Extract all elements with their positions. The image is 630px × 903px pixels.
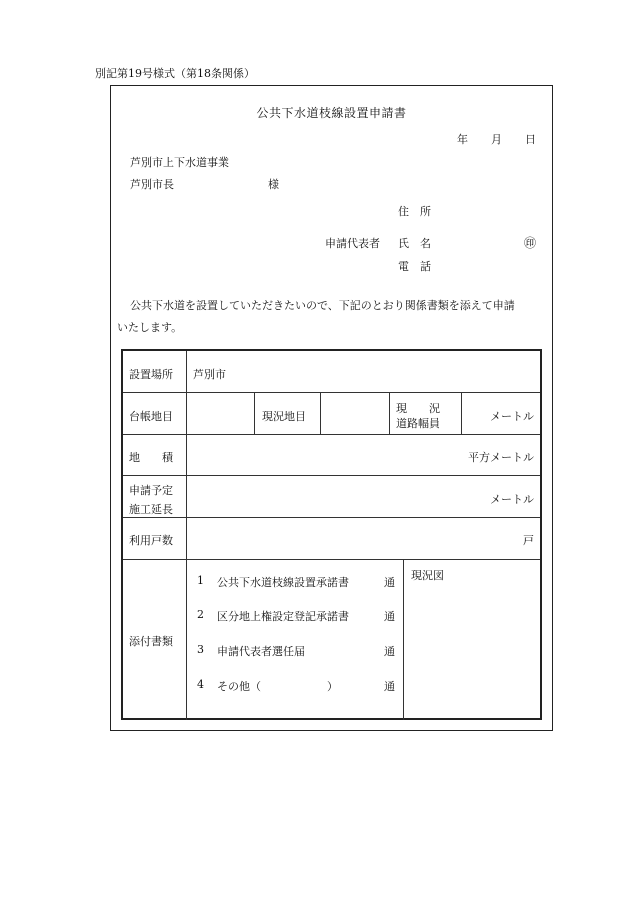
date-month: 月 [491, 133, 502, 146]
representative-label: 申請代表者 [325, 237, 380, 250]
application-table [121, 349, 542, 720]
attachment-num: 2 [197, 608, 204, 621]
road-width-label-1: 現 況 [396, 402, 440, 415]
households-label: 利用戸数 [129, 534, 173, 547]
attachment-num: 1 [197, 574, 204, 587]
length-label-1: 申請予定 [129, 484, 173, 497]
name-label: 氏 名 [398, 237, 431, 250]
addressee-line1: 芦別市上下水道事業 [130, 156, 229, 169]
attachment-unit: 通 [384, 576, 395, 589]
road-width-label-2: 道路幅員 [396, 417, 440, 430]
phone-label: 電 話 [398, 260, 431, 273]
attachment-text: 区分地上権設定登記承諾書 [217, 610, 349, 623]
current-land-label: 現況地目 [262, 410, 306, 423]
length-unit: メートル [490, 493, 534, 506]
attachment-text: 公共下水道枝線設置承諾書 [217, 576, 349, 589]
addressee-honorific: 様 [268, 178, 279, 191]
address-label: 住 所 [398, 205, 431, 218]
body-text-line2: いたします。 [117, 321, 183, 334]
attachment-unit: 通 [384, 645, 395, 658]
location-label: 設置場所 [129, 368, 173, 381]
attachment-unit: 通 [384, 610, 395, 623]
attachments-label: 添付書類 [129, 635, 173, 648]
ledger-land-label: 台帳地目 [129, 410, 173, 423]
form-caption: 別記第19号様式（第18条関係） [95, 67, 255, 80]
form-title: 公共下水道枝線設置申請書 [256, 106, 407, 120]
area-label: 地 積 [129, 451, 173, 464]
attachment-num: 3 [197, 643, 204, 656]
application-form [110, 85, 553, 731]
attachment-unit: 通 [384, 680, 395, 693]
length-label-2: 施工延長 [129, 503, 173, 516]
location-value: 芦別市 [193, 368, 226, 381]
current-map-label: 現況図 [411, 569, 444, 582]
date-day: 日 [525, 133, 536, 146]
area-unit: 平方メートル [468, 451, 534, 464]
body-text-line1: 公共下水道を設置していただきたいので、下記のとおり関係書類を添えて申請 [130, 299, 515, 312]
addressee-line2: 芦別市長 [130, 178, 174, 191]
households-unit: 戸 [523, 534, 534, 547]
seal-mark: ㊞ [524, 236, 537, 250]
attachment-num: 4 [197, 678, 204, 691]
attachment-text: 申請代表者選任届 [217, 645, 305, 658]
attachment-text: その他（ ） [217, 680, 338, 693]
road-width-unit: メートル [490, 410, 534, 423]
date-year: 年 [457, 133, 468, 146]
